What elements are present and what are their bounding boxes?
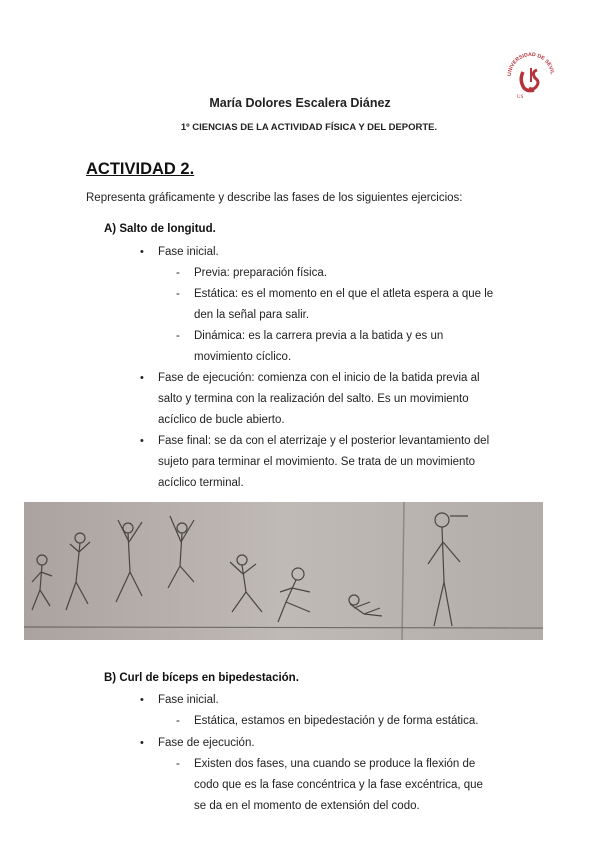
list-item: • Fase inicial. [140, 246, 219, 258]
list-item-continuation: acíclico de bucle abierto. [158, 414, 285, 426]
list-item-continuation: se da en el momento de extensión del codo. [194, 800, 420, 812]
page-title: ACTIVIDAD 2. [86, 160, 195, 178]
svg-text:US: US [517, 95, 524, 100]
list-item-continuation: salto y termina con la realización del salto. Es un movimiento [158, 393, 469, 405]
list-item: - Estática: es el momento en el que el atleta espera a que le [176, 288, 494, 300]
section-a-heading: A) Salto de longitud. [104, 223, 216, 235]
list-item: • Fase de ejecución: comienza con el inicio de la batida previa al [140, 372, 480, 384]
list-item-continuation: codo que es la fase concéntrica y la fase excéntrica, que [194, 779, 483, 791]
list-item: - Previa: preparación física. [176, 267, 327, 279]
list-item: - Existen dos fases, una cuando se produce la flexión de [176, 758, 476, 770]
list-item-continuation: sujeto para terminar el movimiento. Se trata de un movimiento [158, 456, 476, 468]
degree-name: 1º CIENCIAS DE LA ACTIVIDAD FÍSICA Y DEL DEPORTE. [180, 122, 438, 133]
university-seal-icon [503, 46, 559, 102]
list-item-continuation: den la señal para salir. [194, 309, 310, 321]
list-item-continuation: movimiento cíclico. [194, 351, 292, 363]
list-item: • Fase de ejecución. [140, 737, 255, 749]
stick-figures-drawing [24, 502, 543, 640]
long-jump-drawing-photo [24, 502, 543, 640]
author-name: María Dolores Escalera Diánez [209, 96, 391, 110]
intro-text: Representa gráficamente y describe las fases de los siguientes ejercicios: [86, 192, 463, 204]
svg-text:UNIVERSIDAD DE SEVILLA: UNIVERSIDAD DE SEVIL [506, 51, 555, 77]
section-b-heading: B) Curl de bíceps en bipedestación. [104, 672, 299, 684]
list-item: • Fase final: se da con el aterrizaje y el posterior levantamiento del [140, 435, 490, 447]
list-item: - Estática, estamos en bipedestación y de forma estática. [176, 715, 479, 727]
list-item: • Fase inicial. [140, 694, 219, 706]
list-item-continuation: acíclico terminal. [158, 477, 244, 489]
list-item: - Dinámica: es la carrera previa a la batida y es un [176, 330, 444, 342]
